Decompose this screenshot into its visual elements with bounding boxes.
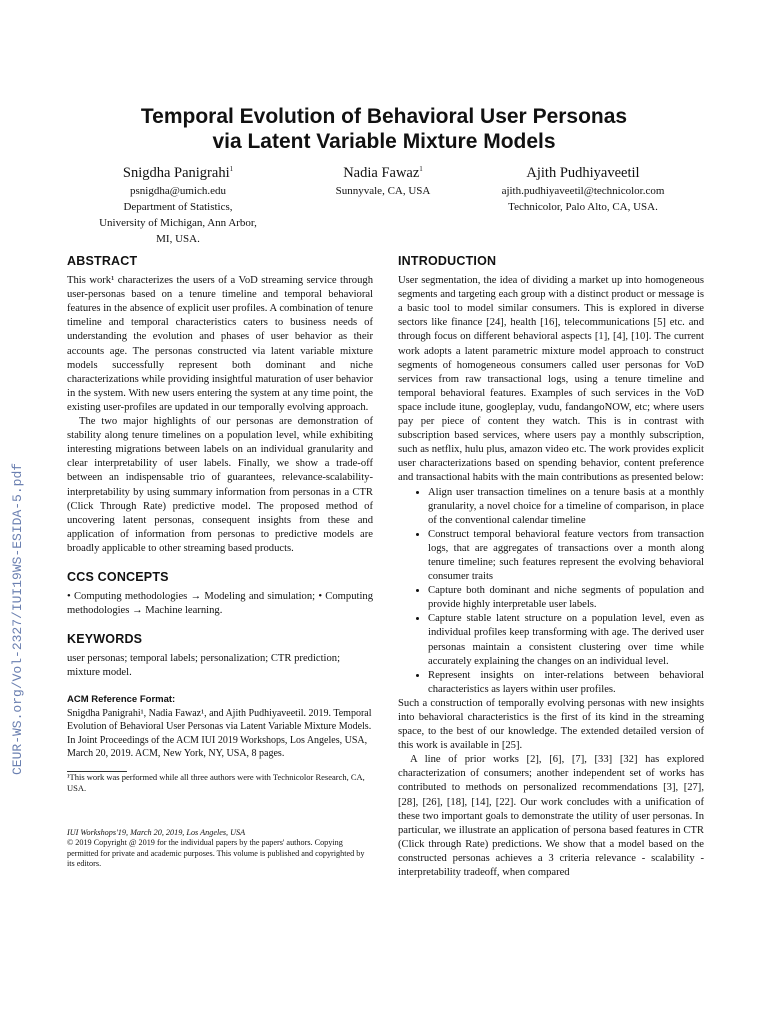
intro-paragraph-2: Such a construction of temporally evolving personas with new insights into behavioral characteristics is the first of its kind in the streaming space, to the best of our knowledge. The extended detailed version of this work is available in [25]. (398, 697, 704, 752)
author-name: Snigdha Panigrahi$^1$ (122, 165, 234, 181)
side-identifier-text: CEUR-WS.org/Vol-2327/IUI19WS-ESIDA-5.pdf (10, 462, 25, 775)
list-item: • Align user transaction timelines on a tenure basis at a monthly granularity, a novel choice for a timeline of comparison, in place of the conventional calendar timeline (428, 486, 704, 528)
abstract-paragraph-1: This work¹ characterizes the users of a VoD streaming service through user-personas based on a tenure timeline and temporal behavioral features in the absence of explicit user profiles. A combination of tenure timeline and temporal characteristics caters to business needs of understanding the evolution and phases of user behavior as their accounts age. The personas constructed via latent variable mixture models successfully represent both dominant and niche characterizations while providing insightful maturation of user behavior in the system. With new users entering the system at any time point, the existing user-profiles are updated in our temporally evolving approach. (67, 275, 373, 413)
list-item: • Capture both dominant and niche segments of population and provide highly interpretable user labels. (428, 584, 704, 612)
author-affiliation: Technicolor, Palo Alto, CA, USA. (508, 201, 658, 213)
title-line-2: via Latent Variable Mixture Models (212, 130, 556, 153)
list-item: • Capture stable latent structure on a population level, even as individual profiles keep transforming with age. The derived user personas maintain a consistent clustering over time while accurately explaining the changes on an individual level. (428, 612, 704, 668)
side-identifier (8, 462, 25, 790)
left-column (67, 254, 373, 870)
author-name: Nadia Fawaz$^1$ (343, 165, 423, 181)
keywords-heading: KEYWORDS (67, 632, 143, 647)
acm-reference-heading: ACM Reference Format: (67, 693, 176, 705)
author-block-3 (478, 163, 688, 215)
list-item: • Construct temporal behavioral feature vectors from transaction logs, that are aggregates of transactions over a month along tenure timeline; such features represent the evolving behavioral consumer traits (428, 528, 704, 584)
paper-title (100, 104, 668, 154)
keywords-text: user personas; temporal labels; personalization; CTR prediction; mixture model. (67, 653, 341, 679)
acm-reference-text: Snigdha Panigrahi¹, Nadia Fawaz¹, and Ajith Pudhiyaveetil. 2019. Temporal Evolution of Behavioral User Personas via Latent Variable Mixture Models. In Joint Proceedings of the ACM IUI 2019 Workshops, Los Angeles, USA, March 20, 2019. ACM, New York, NY, USA, 8 pages. (67, 707, 372, 760)
copyright-notice: © 2019 Copyright @ 2019 for the individual papers by the papers' authors. Copying permitted for private and academic purposes. This volume is published and copyrighted by its editors. (67, 838, 365, 869)
author-affiliation: University of Michigan, Ann Arbor, (99, 217, 257, 229)
author-block-1 (78, 163, 278, 247)
right-column (398, 254, 704, 880)
author-affiliation: Department of Statistics, (123, 201, 233, 213)
intro-paragraph-3: A line of prior works [2], [6], [7], [33] [32] has explored characterization of consumers; another independent set of works has contributed to methods on personalized recommendations [3], [27], [28], [26], [18], [14], [22]. Our work concludes with a unification of these two important goals to demonstrate the utility of user personas. In particular, we illustrate an application of persona based features in CTR (Click through Rate) predictions. We show that a model based on the constructed personas achieves a 3 criteria relevance - scalability - interpretability tradeoff, when compared (398, 754, 704, 879)
author-block-2 (318, 163, 448, 199)
author-email: psnigdha@umich.edu (130, 185, 226, 197)
contribution-list (398, 486, 704, 697)
title-line-1: Temporal Evolution of Behavioral User Personas (140, 105, 628, 128)
introduction-heading: INTRODUCTION (398, 254, 497, 268)
list-item: • Represent insights on inter-relations between behavioral characteristics as layers within user profiles. (428, 669, 704, 697)
intro-paragraph-1: User segmentation, the idea of dividing a market up into homogeneous segments and targeting each group with a distinct product or message is a basic tool to model similar consumers. This is explored in diverse sectors like finance [24], health [16], telecommunications [5] etc. and through focus on different behavioral aspects [1], [4], [10]. The current work adopts a latent parametric mixture model approach to construct segments of homogeneous consumers called user personas for VoD services from raw transactional logs, using a tenure timeline and temporal behavioral features. Examples of such services in the VoD space include itune, googleplay, vudu, fandangoNOW, etc; where users pay per piece of content they watch. This is in contrast with subscription based services, where users pay a monthly subscription, such as netflix, hulu plus, amazon video etc. The work provides explicit user characterizations based on spending behavior, content preference and transactional habits with the main contributions as presented below: (398, 275, 704, 484)
venue-line: IUI Workshops'19, March 20, 2019, Los Angeles, USA (67, 827, 246, 837)
ccs-heading: CCS CONCEPTS (67, 569, 169, 584)
author-name: Ajith Pudhiyaveetil (526, 165, 640, 181)
author-affiliation: Sunnyvale, CA, USA (335, 185, 431, 197)
ccs-text: • Computing methodologies → Modeling and simulation; • Computing methodologies → Machine learning. (67, 591, 373, 617)
author-email: ajith.pudhiyaveetil@technicolor.com (501, 185, 665, 197)
abstract-paragraph-2: The two major highlights of our personas are demonstration of stability along tenure timelines on a population level, while exhibiting interesting migrations between labels on an individual granularity and clear interpretability of user labels. Finally, we show a trade-off between an indispensable trio of guarantees, relevance-scalability-interpretability by using summary information from personas in a CTR (Click Through Rate) predictive model. The proposed method of uncovering latent personas, consequent insights from these and application of information from personas to predictive models are broadly applicable to other streaming based products. (67, 416, 373, 554)
abstract-heading: ABSTRACT (67, 254, 138, 268)
author-affiliation: MI, USA. (156, 233, 200, 245)
footnote: ¹This work was performed while all three authors were with Technicolor Research, CA, USA. (67, 771, 365, 793)
